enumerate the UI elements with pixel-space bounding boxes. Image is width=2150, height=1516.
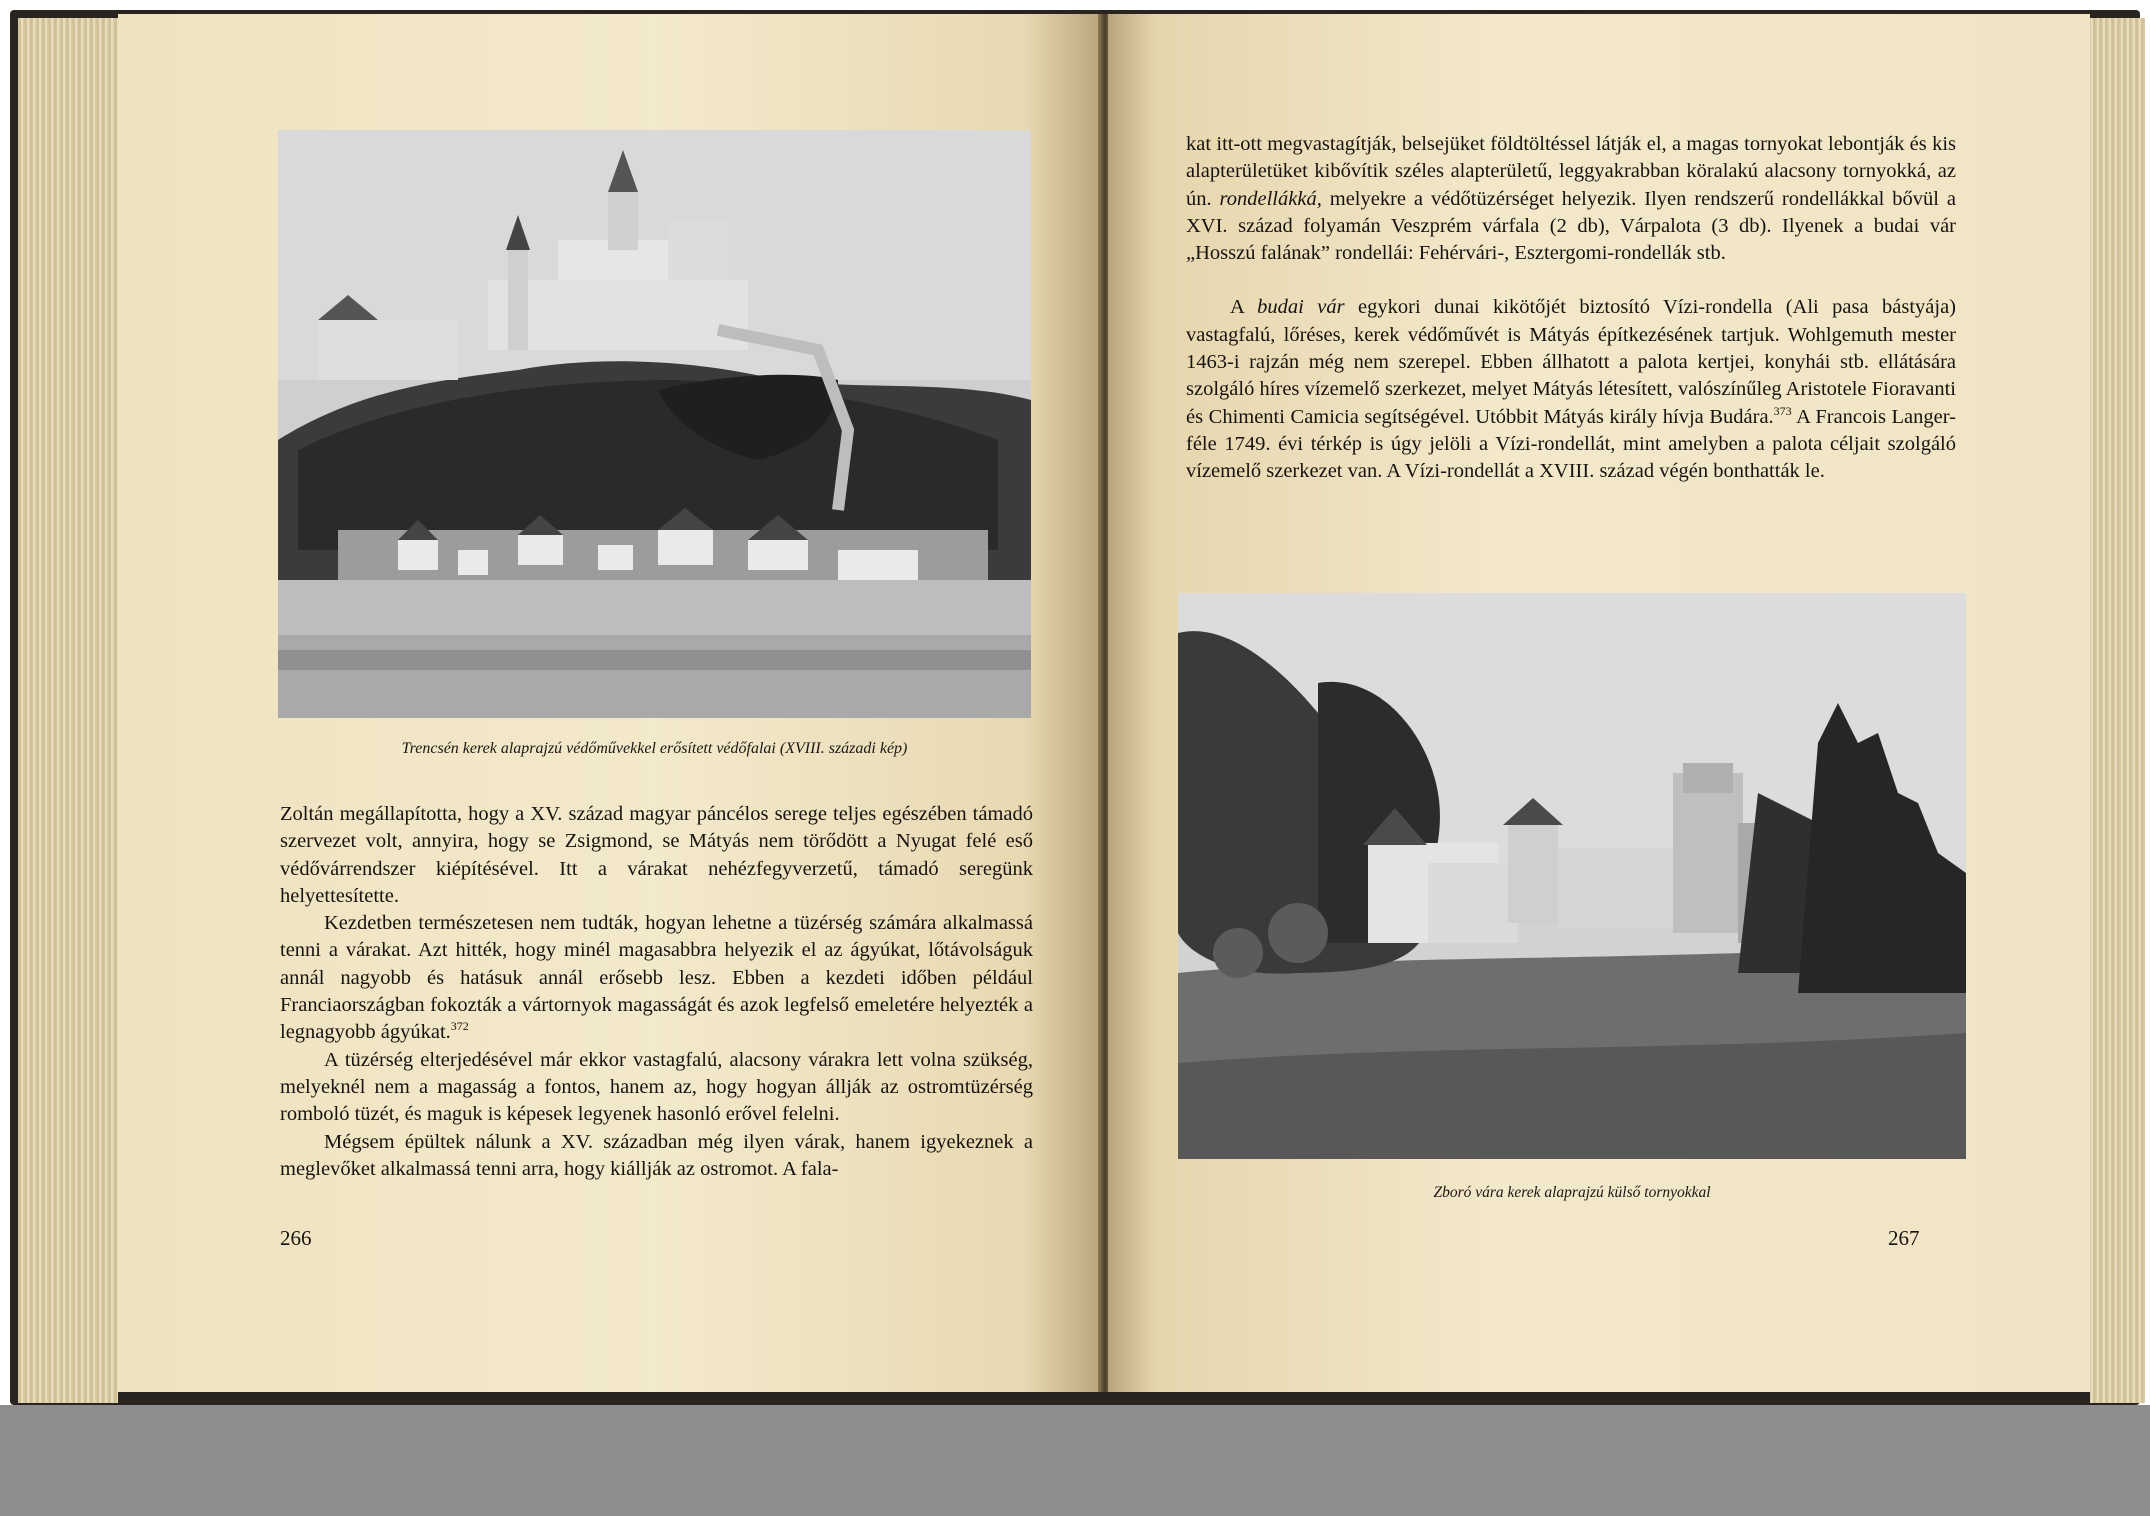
paragraph: Mégsem épültek nálunk a XV. században még ilyen várak, hanem igyekeznek a meglevőket alkalmassá tenni arra, hogy kiállják az ostromot. A fala- <box>280 1130 1033 1180</box>
paragraph: A budai vár egykori dunai kikötőjét biztosító Vízi-rondella (Ali pasa bástyája) vastagfalú, lőréses, kerek védőművét is Mátyás építkezésének tartjuk. Wohlgemuth mester 1463-i rajzán még nem szerepel. Ebben állhatott a palota kertjei, konyhái stb. ellátására szolgáló híres vízemelő szerkezet, melyet Mátyás létesített, valószínűleg Aristotele Fioravanti és Chimenti Camicia segítségével. Utóbbit Mátyás király hívja Budára.$^{373}$ A Francois Langer-féle 1749. évi térkép is úgy jelöli a Vízi-rondellát, mint amelyben a palota céljait szolgáló vízemelő szerkezet van. A Vízi-rondellát a XVIII. század végén bonthatták le. <box>1186 296 1957 483</box>
left-body-text <box>280 801 1033 1183</box>
emphasis: budai vár <box>1257 296 1345 319</box>
emphasis: rondellákká, <box>1219 187 1322 210</box>
page-number-left: 266 <box>280 1226 312 1250</box>
left-page-edges <box>18 18 118 1403</box>
page-number-right: 267 <box>1888 1226 1920 1250</box>
figure-caption-right: Zboró vára kerek alaprajzú külső tornyokkal <box>1433 1184 1711 1201</box>
right-body-text <box>1186 131 1956 486</box>
figure-caption-left: Trencsén kerek alaprajzú védőművekkel erősített védőfalai (XVIII. századi kép) <box>401 740 908 757</box>
paragraph: Kezdetben természetesen nem tudták, hogyan lehetne a tüzérség számára alkalmassá tenni a várakat. Azt hitték, hogy minél magasabbra helyezik el az ágyúkat, lőtávolságuk annál nagyobb és hatásuk annál erősebb lesz. Ebben a kezdeti időben például Franciaországban fokozták a vártornyok magasságát és azok legfelső emeletére helyezték a legnagyobb ágyúkat.$^{372}$ <box>280 912 1033 1044</box>
paragraph: Zoltán megállapította, hogy a XV. század magyar páncélos serege teljes egészében támadó szervezet volt, annyira, hogy se Zsigmond, se Mátyás nem törődött a Nyugat felé eső védővárrendszer kiépítésével. Itt a várakat nehézfegyverzetű, támadó seregünk helyettesítette. <box>280 803 1033 907</box>
trencsen-castle-illustration <box>278 130 1031 718</box>
right-page-edges <box>2090 18 2145 1403</box>
footnote-ref: 373 <box>1773 403 1792 418</box>
footnote-ref: 372 <box>450 1019 469 1034</box>
paragraph: A tüzérség elterjedésével már ekkor vastagfalú, alacsony várakra lett volna szükség, melyeknél nem a magasság a fontos, hanem az, hogy hogyan állják az ostromtüzérség romboló tüzét, és maguk is képesek legyenek hasonló erővel felelni. <box>280 1048 1033 1126</box>
paragraph: kat itt-ott megvastagítják, belsejüket földtöltéssel látják el, a magas tornyokat lebontják és kis alapterületüket kibővítik széles alapterületű, leggyakrabban köralakú alacsony tornyokká, az ún. rondellákká, melyekre a védőtüzérséget helyezik. Ilyen rendszerű rondellákkal bővül a XVI. század folyamán Veszprém várfala (2 db), Várpalota (3 db). Ilyenek a budai vár „Hosszú falának” rondellái: Fehérvári-, Esztergomi-rondellák stb. <box>1186 133 1957 265</box>
zboro-castle-photograph <box>1178 593 1966 1159</box>
scanner-bed <box>0 1405 2150 1516</box>
